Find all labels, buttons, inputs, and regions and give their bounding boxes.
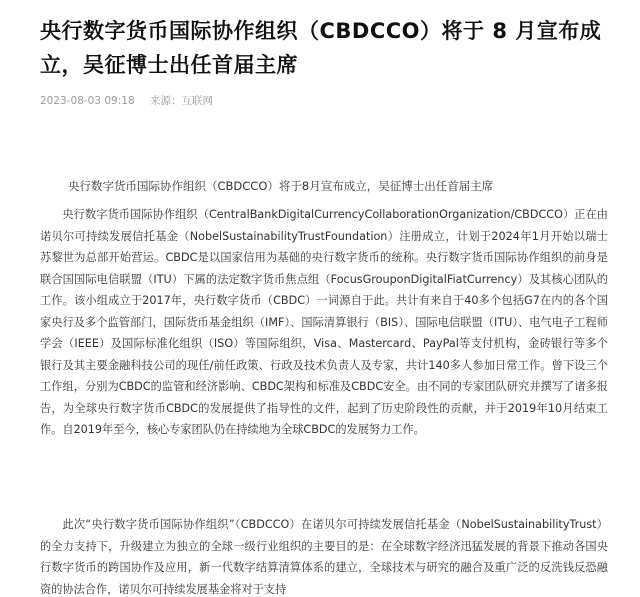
article-paragraph-1: 央行数字货币国际协作组织（CentralBankDigitalCurrencyCollaborationOrganization/CBDCCO）正在由诺贝尔可持续发展信托基金（NobelSustainabilityTrustFoundation）注册成立，计划于2024年1月开始以瑞士苏黎世为总部开始营运。CBDC是以国家信用为基础的央行数字货币的统称。央行数字货币国际协作组织的前身是联合国国际电信联盟（ITU）下属的法定数字货币焦点组（FocusGrouponDigitalFiatCurrency）及其核心团队的工作。该小组成立于2017年，央行数字货币（CBDC）一词源自于此。共计有来自于40多个包括G7在内的各个国家央行及多个监管部门，国际货币基金组织（IMF）、国际清算银行（BIS）、国际电信联盟（ITU）、电气电子工程师学会（IEEE）及国际标准化组织（ISO）等国际组织，Visa、Mastercard、PayPal等支付机构，金砖银行等多个银行及其主要金融科技公司的现任/前任政策、行政及技术负责人及专家，共计140多人参加日常工作。曾下设三个工作组，分别为CBDC的监管和经济影响、CBDC架构和标准及CBDC安全。由不同的专家团队研究并撰写了诸多报告，为全球央行数字货币CBDC的发展提供了指导性的文件，起到了历史阶段性的贡献，并于2019年10月结束工作。自2019年至今，核心专家团队仍在持续地为全球CBDC的发展努力工作。 — [40, 208, 608, 436]
article-source: 来源：互联网 — [149, 95, 213, 107]
article-paragraph-2: 此次“央行数字货币国际协作组织”（CBDCCO）在诺贝尔可持续发展信托基金（NobelSustainabilityTrust）的全力支持下，升级建立为独立的全球一级行业组织的主要目的是：在全球数字经济迅猛发展的背景下推动各国央行数字货币的跨国协作及应用，新一代数字结算清算体系的建立，全球技术与研究的融合及重广泛的反洗钱反恐融资的协法合作，诺贝尔可持续发展基金将对于支持 — [40, 518, 608, 596]
article-intro: 央行数字货币国际协作组织（CBDCCO）将于8月宣布成立，吴征博士出任首届主席 — [68, 179, 494, 193]
article-title: 央行数字货币国际协作组织（CBDCCO）将于 8 月宣布成立，吴征博士出任首届主席 — [40, 19, 602, 77]
publish-date: 2023-08-03 09:18 — [40, 95, 135, 107]
article-meta — [40, 93, 225, 108]
